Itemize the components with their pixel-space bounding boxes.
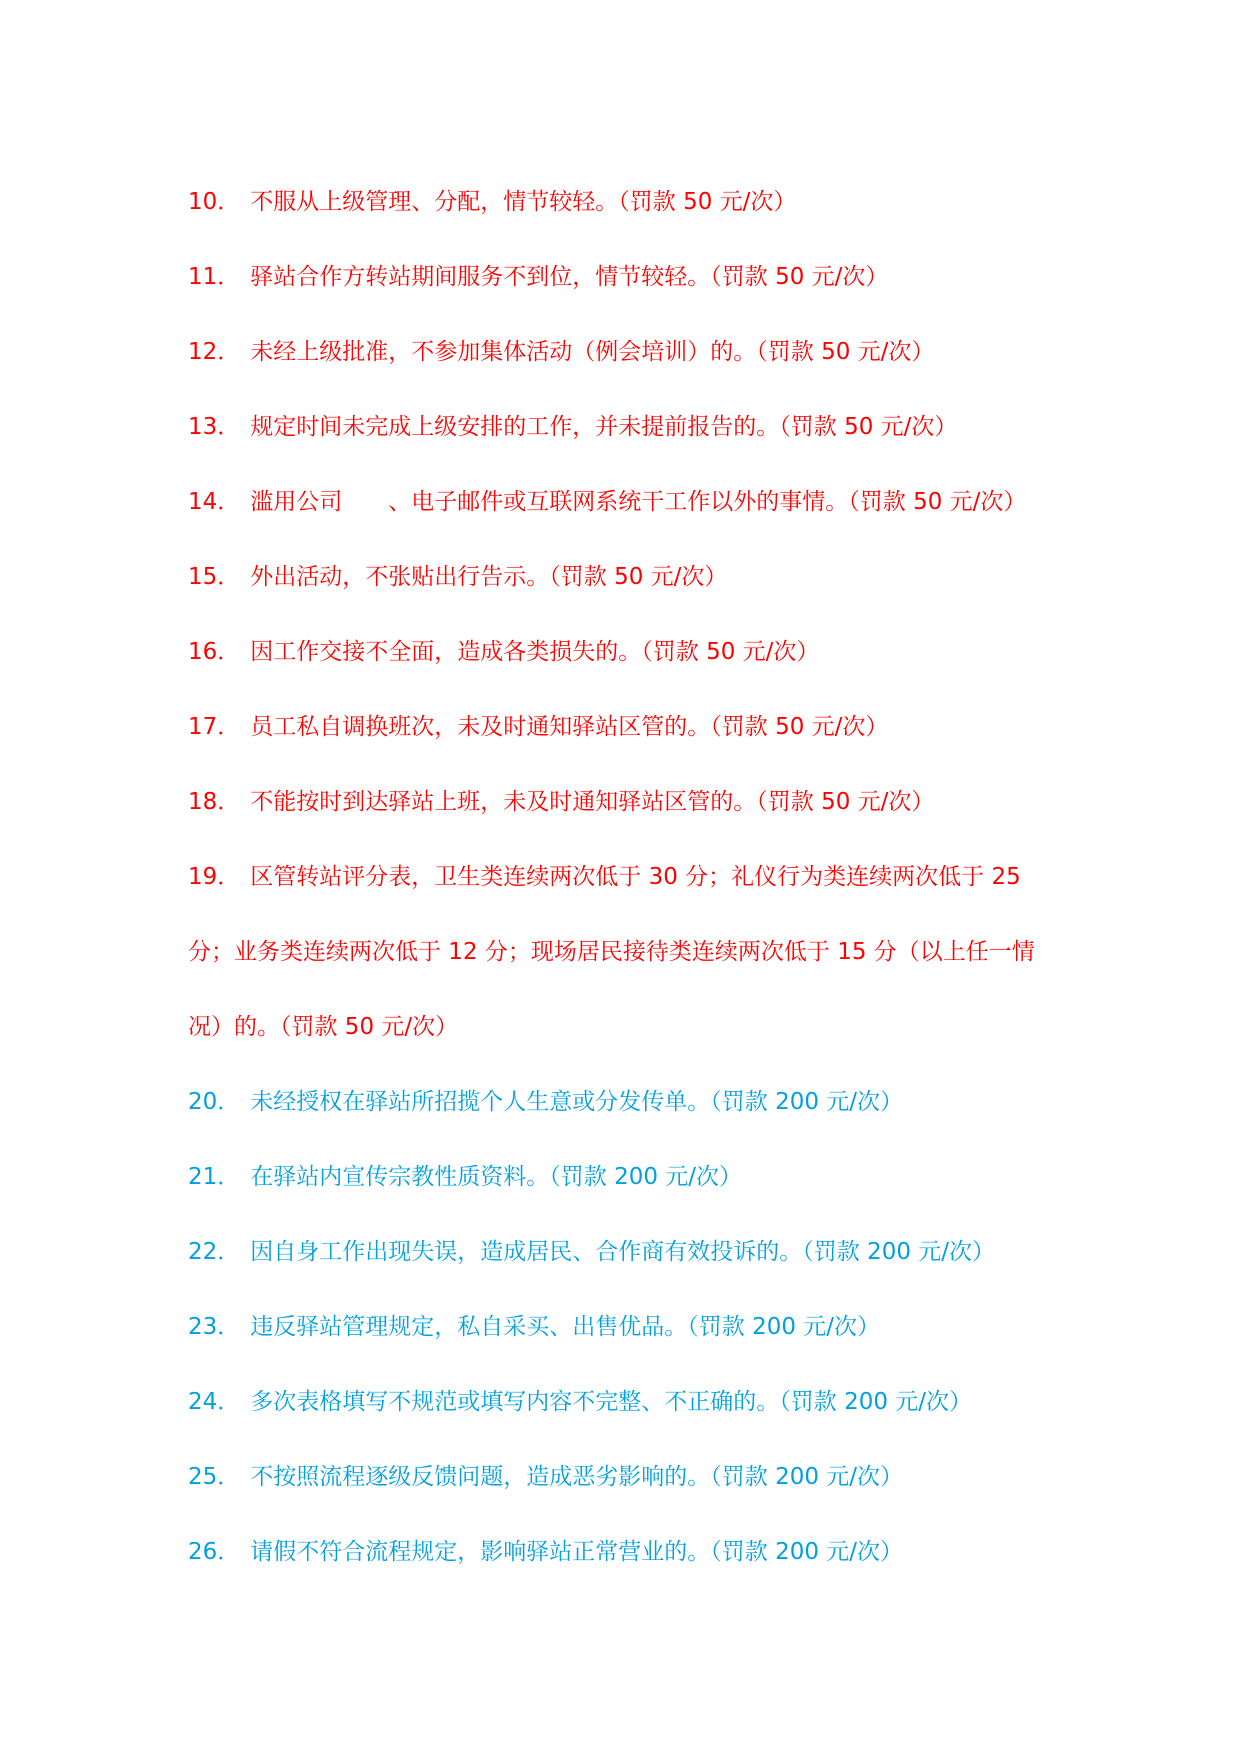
rule-item	[188, 1440, 1068, 1515]
rule-item	[188, 1515, 1068, 1590]
rule-number: 19．	[188, 864, 241, 890]
rule-text: 因自身工作出现失误，造成居民、合作商有效投诉的。（罚款 200 元/次）	[250, 1239, 996, 1265]
rule-text: 违反驿站管理规定，私自采买、出售优品。（罚款 200 元/次）	[250, 1314, 881, 1340]
rule-item	[188, 540, 1068, 615]
rule-text: 不按照流程逐级反馈问题，造成恶劣影响的。（罚款 200 元/次）	[250, 1464, 904, 1490]
rule-item	[188, 1290, 1068, 1365]
rule-number: 21．	[188, 1164, 241, 1190]
rule-item	[188, 240, 1068, 315]
rule-number: 18．	[188, 789, 241, 815]
rule-number: 13．	[188, 414, 241, 440]
rule-number: 23．	[188, 1314, 241, 1340]
rule-item	[188, 1065, 1068, 1140]
rule-text: 驿站合作方转站期间服务不到位，情节较轻。（罚款 50 元/次）	[250, 264, 889, 290]
rule-text: 未经授权在驿站所招揽个人生意或分发传单。（罚款 200 元/次）	[250, 1089, 904, 1115]
rule-text: 区管转站评分表，卫生类连续两次低于 30 分；礼仪行为类连续两次低于 25 分；业务类连续两次低于 12 分；现场居民接待类连续两次低于 15 分（以上任一情况）的。（罚款 50 元/次）	[188, 864, 1035, 1040]
rule-number: 16．	[188, 639, 241, 665]
rule-item	[188, 615, 1068, 690]
rule-text: 因工作交接不全面，造成各类损失的。（罚款 50 元/次）	[250, 639, 820, 665]
rule-text: 外出活动，不张贴出行告示。（罚款 50 元/次）	[250, 564, 728, 590]
rule-number: 11．	[188, 264, 241, 290]
rule-number: 12．	[188, 339, 241, 365]
rule-number: 26．	[188, 1539, 241, 1565]
rule-text: 规定时间未完成上级安排的工作，并未提前报告的。（罚款 50 元/次）	[250, 414, 958, 440]
rule-item	[188, 1215, 1068, 1290]
rule-item	[188, 1365, 1068, 1440]
rule-text: 不能按时到达驿站上班，未及时通知驿站区管的。（罚款 50 元/次）	[250, 789, 935, 815]
penalty-rules-list	[188, 165, 1068, 1590]
rule-item	[188, 315, 1068, 390]
rule-item	[188, 390, 1068, 465]
rule-number: 17．	[188, 714, 241, 740]
rule-text: 滥用公司 、电子邮件或互联网系统干工作以外的事情。（罚款 50 元/次）	[250, 489, 1027, 515]
rule-number: 25．	[188, 1464, 241, 1490]
rule-text: 请假不符合流程规定，影响驿站正常营业的。（罚款 200 元/次）	[250, 1539, 904, 1565]
rule-item	[188, 765, 1068, 840]
rule-item	[188, 165, 1068, 240]
rule-item	[188, 690, 1068, 765]
rule-text: 员工私自调换班次，未及时通知驿站区管的。（罚款 50 元/次）	[250, 714, 889, 740]
rule-text: 多次表格填写不规范或填写内容不完整、不正确的。（罚款 200 元/次）	[250, 1389, 973, 1415]
rule-item	[188, 840, 1068, 1065]
rule-text: 不服从上级管理、分配，情节较轻。（罚款 50 元/次）	[250, 189, 797, 215]
rule-number: 15．	[188, 564, 241, 590]
rule-item	[188, 1140, 1068, 1215]
rule-number: 22．	[188, 1239, 241, 1265]
rule-number: 14．	[188, 489, 241, 515]
rule-number: 10．	[188, 189, 241, 215]
rule-item	[188, 465, 1068, 540]
rule-number: 20．	[188, 1089, 241, 1115]
rule-text: 未经上级批准，不参加集体活动（例会培训）的。（罚款 50 元/次）	[250, 339, 935, 365]
rule-text: 在驿站内宣传宗教性质资料。（罚款 200 元/次）	[250, 1164, 743, 1190]
rule-number: 24．	[188, 1389, 241, 1415]
